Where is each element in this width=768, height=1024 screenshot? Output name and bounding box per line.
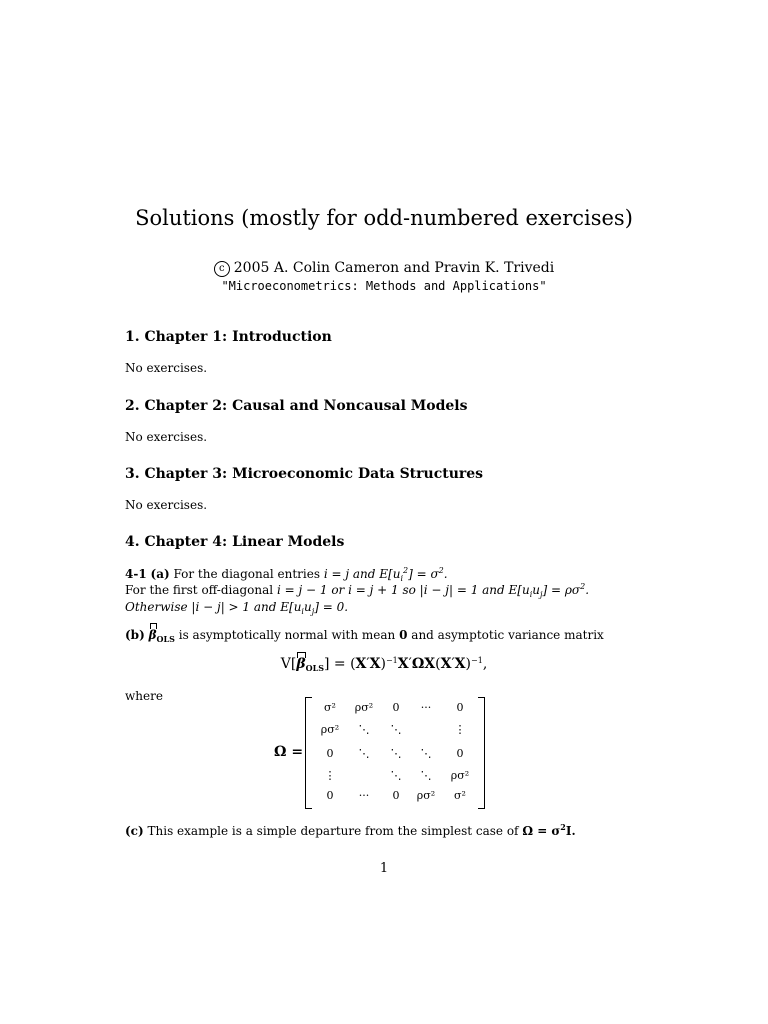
part-a-line3-end: ] = 0. xyxy=(314,600,349,614)
exercise-4-1-b-line xyxy=(125,627,604,643)
matrix-cell: ⋱ xyxy=(420,769,432,782)
section-body-3: No exercises. xyxy=(125,498,208,512)
copyright-line-1 xyxy=(0,259,768,277)
matrix-cell: ρσ² xyxy=(416,789,436,802)
part-a-math-1: i = j and E[u xyxy=(323,567,401,581)
matrix-cell: ρσ² xyxy=(450,769,470,782)
matrix-cell: ⋱ xyxy=(358,747,370,760)
part-a-line2-math-2: ] = ρσ xyxy=(542,583,581,597)
where-text: where xyxy=(125,689,163,703)
variance-equation: $V[\beta_{OLS}] = (X'X)^{-1}X'\Omega X(X'X)^{-1}$, xyxy=(280,656,488,673)
matrix-left-bracket xyxy=(305,697,312,809)
matrix-cell: ρσ² xyxy=(320,723,340,736)
part-c-math-end: I. xyxy=(565,824,576,838)
matrix-cell: ⋮ xyxy=(324,769,336,782)
matrix-cell: σ² xyxy=(454,789,466,802)
exercise-4-1-c-line: (c) This example is a simple departure from the simplest case of $\Omega = \sigma^2I$. xyxy=(125,822,576,838)
matrix-cell: ⋱ xyxy=(390,769,402,782)
section-body-2: No exercises. xyxy=(125,430,208,444)
part-b-label: (b) xyxy=(125,628,145,642)
section-heading-3: 3. Chapter 3: Microeconomic Data Structures xyxy=(125,466,484,482)
matrix-cell: ⋱ xyxy=(390,723,402,736)
part-a-label: (a) xyxy=(150,567,170,581)
matrix-cell: 0 xyxy=(456,747,464,760)
part-a-line2-math-1: i = j − 1 or i = j + 1 so |i − j| = 1 and E[u xyxy=(276,583,530,597)
matrix-cell: ⋱ xyxy=(390,747,402,760)
part-a-math-2: ] = σ xyxy=(408,567,439,581)
beta-hat: β xyxy=(148,628,157,642)
omega-matrix xyxy=(305,697,485,807)
part-b-text-2: and asymptotic variance matrix xyxy=(411,628,604,642)
copyright-block xyxy=(0,259,768,295)
matrix-cell: ··· xyxy=(358,789,370,802)
copyright-authors: 2005 A. Colin Cameron and Pravin K. Trivedi xyxy=(233,260,555,276)
matrix-cell: 0 xyxy=(392,789,400,802)
exercise-4-1-a-line-3: Otherwise |i − j| > 1 and $E[u_iu_j] = 0$. xyxy=(125,600,349,616)
matrix-cell: 0 xyxy=(392,701,400,714)
copyright-symbol: c xyxy=(214,261,230,277)
matrix-cell: 0 xyxy=(326,789,334,802)
omega-label: Ω = xyxy=(274,744,304,760)
part-b-text: is asymptotically normal with mean xyxy=(178,628,396,642)
matrix-cell: ρσ² xyxy=(354,701,374,714)
part-a-text: For the diagonal entries xyxy=(173,567,320,581)
exercise-label: 4-1 xyxy=(125,567,147,581)
exercise-4-1-a-line-1: 4-1 (a) For the diagonal entries i = j and $E[u_i^2] = \sigma^2$. xyxy=(125,566,448,583)
matrix-cell: σ² xyxy=(324,701,336,714)
part-a-line3-text: Otherwise |i − j| > 1 and E[u xyxy=(125,600,302,614)
matrix-cell: ⋮ xyxy=(454,723,466,736)
part-a-line2-text: For the first off-diagonal xyxy=(125,583,274,597)
section-heading-4: 4. Chapter 4: Linear Models xyxy=(125,534,345,550)
part-c-label: (c) xyxy=(125,824,144,838)
matrix-cell: 0 xyxy=(456,701,464,714)
page-number: 1 xyxy=(379,861,389,876)
matrix-cell: ⋱ xyxy=(420,747,432,760)
matrix-cell: ⋱ xyxy=(358,723,370,736)
exercise-4-1-a-line-2: For the first off-diagonal i = j − 1 or i = j + 1 so |i − j| = 1 and $E[u_iu_j] = \rho\sigma^2$. xyxy=(125,582,590,599)
section-heading-1: 1. Chapter 1: Introduction xyxy=(125,329,332,345)
matrix-cell: ··· xyxy=(420,701,432,714)
part-b-mean: 0 xyxy=(399,628,408,642)
part-c-math: Ω = σ xyxy=(522,824,561,838)
section-body-1: No exercises. xyxy=(125,361,208,375)
matrix-cell: 0 xyxy=(326,747,334,760)
matrix-right-bracket xyxy=(478,697,485,809)
copyright-line-2: "Microeconometrics: Methods and Applications" xyxy=(221,279,547,293)
part-c-text: This example is a simple departure from the simplest case of xyxy=(147,824,519,838)
section-heading-2: 2. Chapter 2: Causal and Noncausal Models xyxy=(125,398,468,414)
beta-subscript: OLS xyxy=(156,634,175,644)
page-title: Solutions (mostly for odd-numbered exercises) xyxy=(135,206,633,230)
